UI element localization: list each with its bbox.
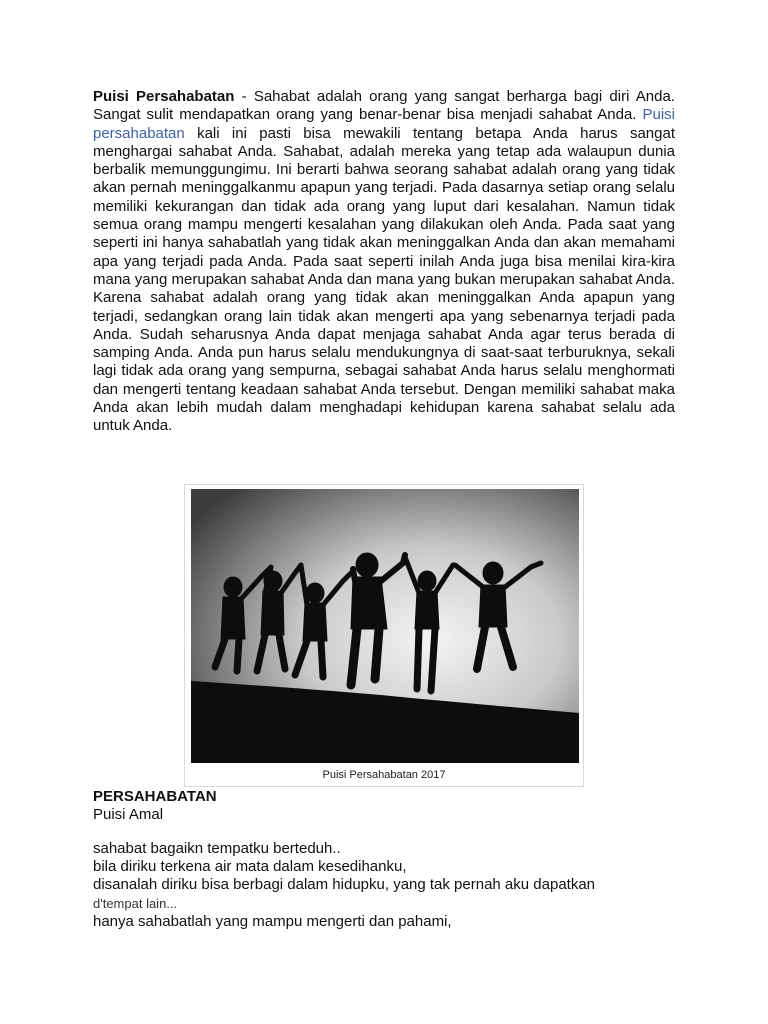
intro-dash: - — [234, 88, 254, 105]
photo-figure — [184, 484, 584, 787]
poem-lines — [93, 840, 693, 931]
poem-line: sahabat bagaikn tempatku berteduh.. — [93, 840, 341, 857]
intro-text-1: Sahabat adalah orang yang sangat berharga bagi diri Anda. Sangat sulit mendapatkan orang yang benar-benar bisa menjadi sahabat Anda. — [93, 88, 675, 124]
poem-line: disanalah diriku bisa berbagi dalam hidupku, yang tak pernah aku dapatkan — [93, 876, 596, 894]
intro-lead: Puisi Persahabatan — [93, 88, 235, 105]
photo-caption: Puisi Persahabatan 2017 — [322, 769, 446, 781]
poem-author: Puisi Amal — [93, 806, 164, 823]
friends-silhouette-photo — [191, 489, 579, 763]
poem-line: d'tempat lain... — [93, 895, 178, 911]
poem-line: bila diriku terkena air mata dalam kesedihanku, — [93, 858, 407, 876]
puisi-persahabatan-link[interactable]: Puisi persahabatan — [93, 106, 675, 142]
intro-paragraph — [93, 88, 675, 436]
poem-line: hanya sahabatlah yang mampu mengerti dan pahami, — [93, 912, 452, 930]
poem-title: PERSAHABATAN — [93, 788, 217, 805]
intro-text-2: kali ini pasti bisa mewakili tentang betapa Anda harus sangat menghargai sahabat Anda. Sahabat, adalah mereka yang tetap ada walaupun dunia berbalik memunggungimu. Ini berarti bahwa seorang sahabat adalah orang yang tidak akan pernah meninggalkanmu apapun yang terjadi. Pada dasarnya setiap orang selalu memiliki kekurangan dan tidak ada orang yang luput dari kesalahan. Namun tidak semua orang mampu mengerti kesalahan yang dilakukan oleh Anda. Pada saat yang seperti ini hanya sahabatlah yang tidak akan meninggalkan Anda dan akan memahami apa yang terjadi pada Anda. Pada saat seperti inilah Anda juga bisa menilai kira-kira mana yang merupakan sahabat Anda dan mana yang bukan merupakan sahabat Anda. Karena sahabat adalah orang yang tidak akan meninggalkan Anda apapun yang terjadi, sedangkan orang lain tidak akan mengerti apa yang sebenarnya terjadi pada Anda. Sudah seharusnya Anda dapat menjaga sahabat Anda agar terus berada di samping Anda. Anda pun harus selalu mendukungnya di saat-saat terburuknya, sekali lagi tidak ada orang yang sempurna, sebagai sahabat Anda harus selalu menghormati dan mengerti tentang keadaan sahabat Anda tersebut. Dengan memiliki sahabat maka Anda akan lebih mudah dalam menghadapi kehidupan karena sahabat selalu ada untuk Anda. — [93, 124, 675, 435]
